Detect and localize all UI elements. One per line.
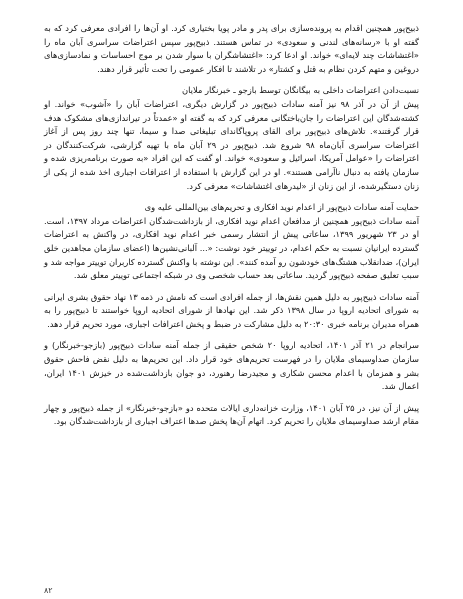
page-number: ۸۲ bbox=[44, 586, 53, 595]
body-paragraph: ذبیح‌پور همچنین اقدام به پرونده‌سازی برای پدر و مادر پویا بختیاری کرد. او آن‌ها را افرادی معرفی کرد که به گفته او با «رسانه‌های لندنی و سعودی» در تماس هستند. ذبیح‌پور سپس اعتراضات سراسری آبان ماه را «اغتشاشات چند لایه‌ای» خواند. او ادعا کرد: «اغتشاشگران با سوار شدن بر موج احساسات و نمادسازی‌های دروغین و متهم کردن نظام به قتل و کشتار» در تلاشند تا افکار عمومی را تحت تأثیر قرار دهند. bbox=[44, 23, 419, 74]
section-heading: نسبت‌دادن اعتراضات داخلی به بیگانگان توسط بازجو ـ خبرنگار ملایان bbox=[182, 85, 419, 96]
body-paragraph: آمنه سادات ذبیح‌پور به دلیل همین نقش‌ها، از جمله افرادی است که نامش در ذمه ۱۳ نهاد حقوق بشری ایرانی به شورای اتحادیه اروپا در سال ۱۳۹۸ ذکر شد. این نهادها از شورای اتحادیه اروپا خواستند تا ذبیح‌پور را به همراه مدیران برنامه خبری ۲۰:۳۰ به دلیل مشارکت در ضبط و پخش اعترافات اجباری، مورد تحریم قرار دهد. bbox=[44, 291, 419, 329]
body-paragraph: آمنه سادات ذبیح‌پور همچنین از مدافعان اعدام نوید افکاری، از بازداشت‌شدگان اعتراضات مرداد ۱۳۹۷، است. او در ۲۳ شهریور ۱۳۹۹، ساعاتی پیش از انتشار رسمی خبر اعدام نوید افکاری، در واکنش به اعتراضات گسترده ایرانیان نسبت به حکم اعدام، در توییتر خود نوشت: «... آلبانی‌نشین‌ها (اعضای سازمان مجاهدین خلق ایران)، ضدانقلاب هشتگ‌های خودشون رو آمده کنند». این نوشته با واکنش گسترده کاربران توییتر مواجه شد و سبب تعلیق صفحه ذبیح‌پور گردید. ساعاتی بعد حساب شخصی وی در شبکه اجتماعی توییتر معلق شد. bbox=[44, 215, 419, 281]
paragraph-block bbox=[44, 402, 419, 429]
section-heading: حمایت آمنه سادات ذبیح‌پور از اعدام نوید افکاری و تحریم‌های بین‌المللی علیه وی bbox=[144, 202, 419, 213]
paragraph-block bbox=[44, 201, 419, 283]
body-paragraph: سرانجام در ۲۱ آذر ۱۴۰۱، اتحادیه اروپا ۲۰ شخص حقیقی از جمله آمنه سادات ذبیح‌پور (بازجو-خبرنگار) و سازمان صداوسیمای ملایان را در فهرست تحریم‌های خود قرار داد. این تحریم‌ها به دلیل نقض فاحش حقوق بشر و همزمان با اعدام محسن شکاری و مجیدرضا رهنورد، دو جوان بازداشت‌شده در خیزش ۱۴۰۱ ایران، اعمال شد. bbox=[44, 340, 419, 392]
paragraph-block bbox=[44, 339, 419, 393]
paragraph-block bbox=[44, 22, 419, 76]
paragraph-block bbox=[44, 291, 419, 332]
body-paragraph: پیش از آن در آذر ۹۸ نیز آمنه سادات ذبیح‌پور در گزارش دیگری، اعتراضات آبان را «آشوب» خواند. او کشته‌شدگان این اعتراضات را جان‌باختگانی معرفی کرد که به گفته او «عمدتاً در تیراندازی‌های مشکوک هدف قرار گرفتند». تلاش‌های ذبیح‌پور برای القای پروپاگاندای تبلیغاتی صدا و سیما، تنها چند روز پس از آغاز اعتراضات سراسری آبان‌ماه ۹۸ شروع شد. ذبیح‌پور در ۲۹ آبان ماه با تهیه گزارشی، شرکت‌کنندگان در اعتراضات را «عوامل آمریکا، اسرائیل و سعودی» خواند. او گفت که این افراد «به صورت برنامه‌ریزی شده و سازمان یافته به دنبال ناآرامی هستند». او در این گزارش با استفاده از اعترافات اجباری اخذ شده از یکی از زنان دستگیرشده، از این زنان از «لیدرهای اغتشاشات» معرفی کرد. bbox=[44, 98, 419, 191]
paragraph-block bbox=[44, 84, 419, 193]
body-paragraph: پیش از آن نیز، در ۲۵ آبان ۱۴۰۱، وزارت خزانه‌داری ایالات متحده دو «بازجو-خبرنگار» از جمله ذبیح‌پور و چهار مقام ارشد صداوسیمای ملایان را تحریم کرد. اتهام آن‌ها پخش صدها اعتراف اجباری از بازداشت‌شدگان بود. bbox=[44, 402, 420, 427]
